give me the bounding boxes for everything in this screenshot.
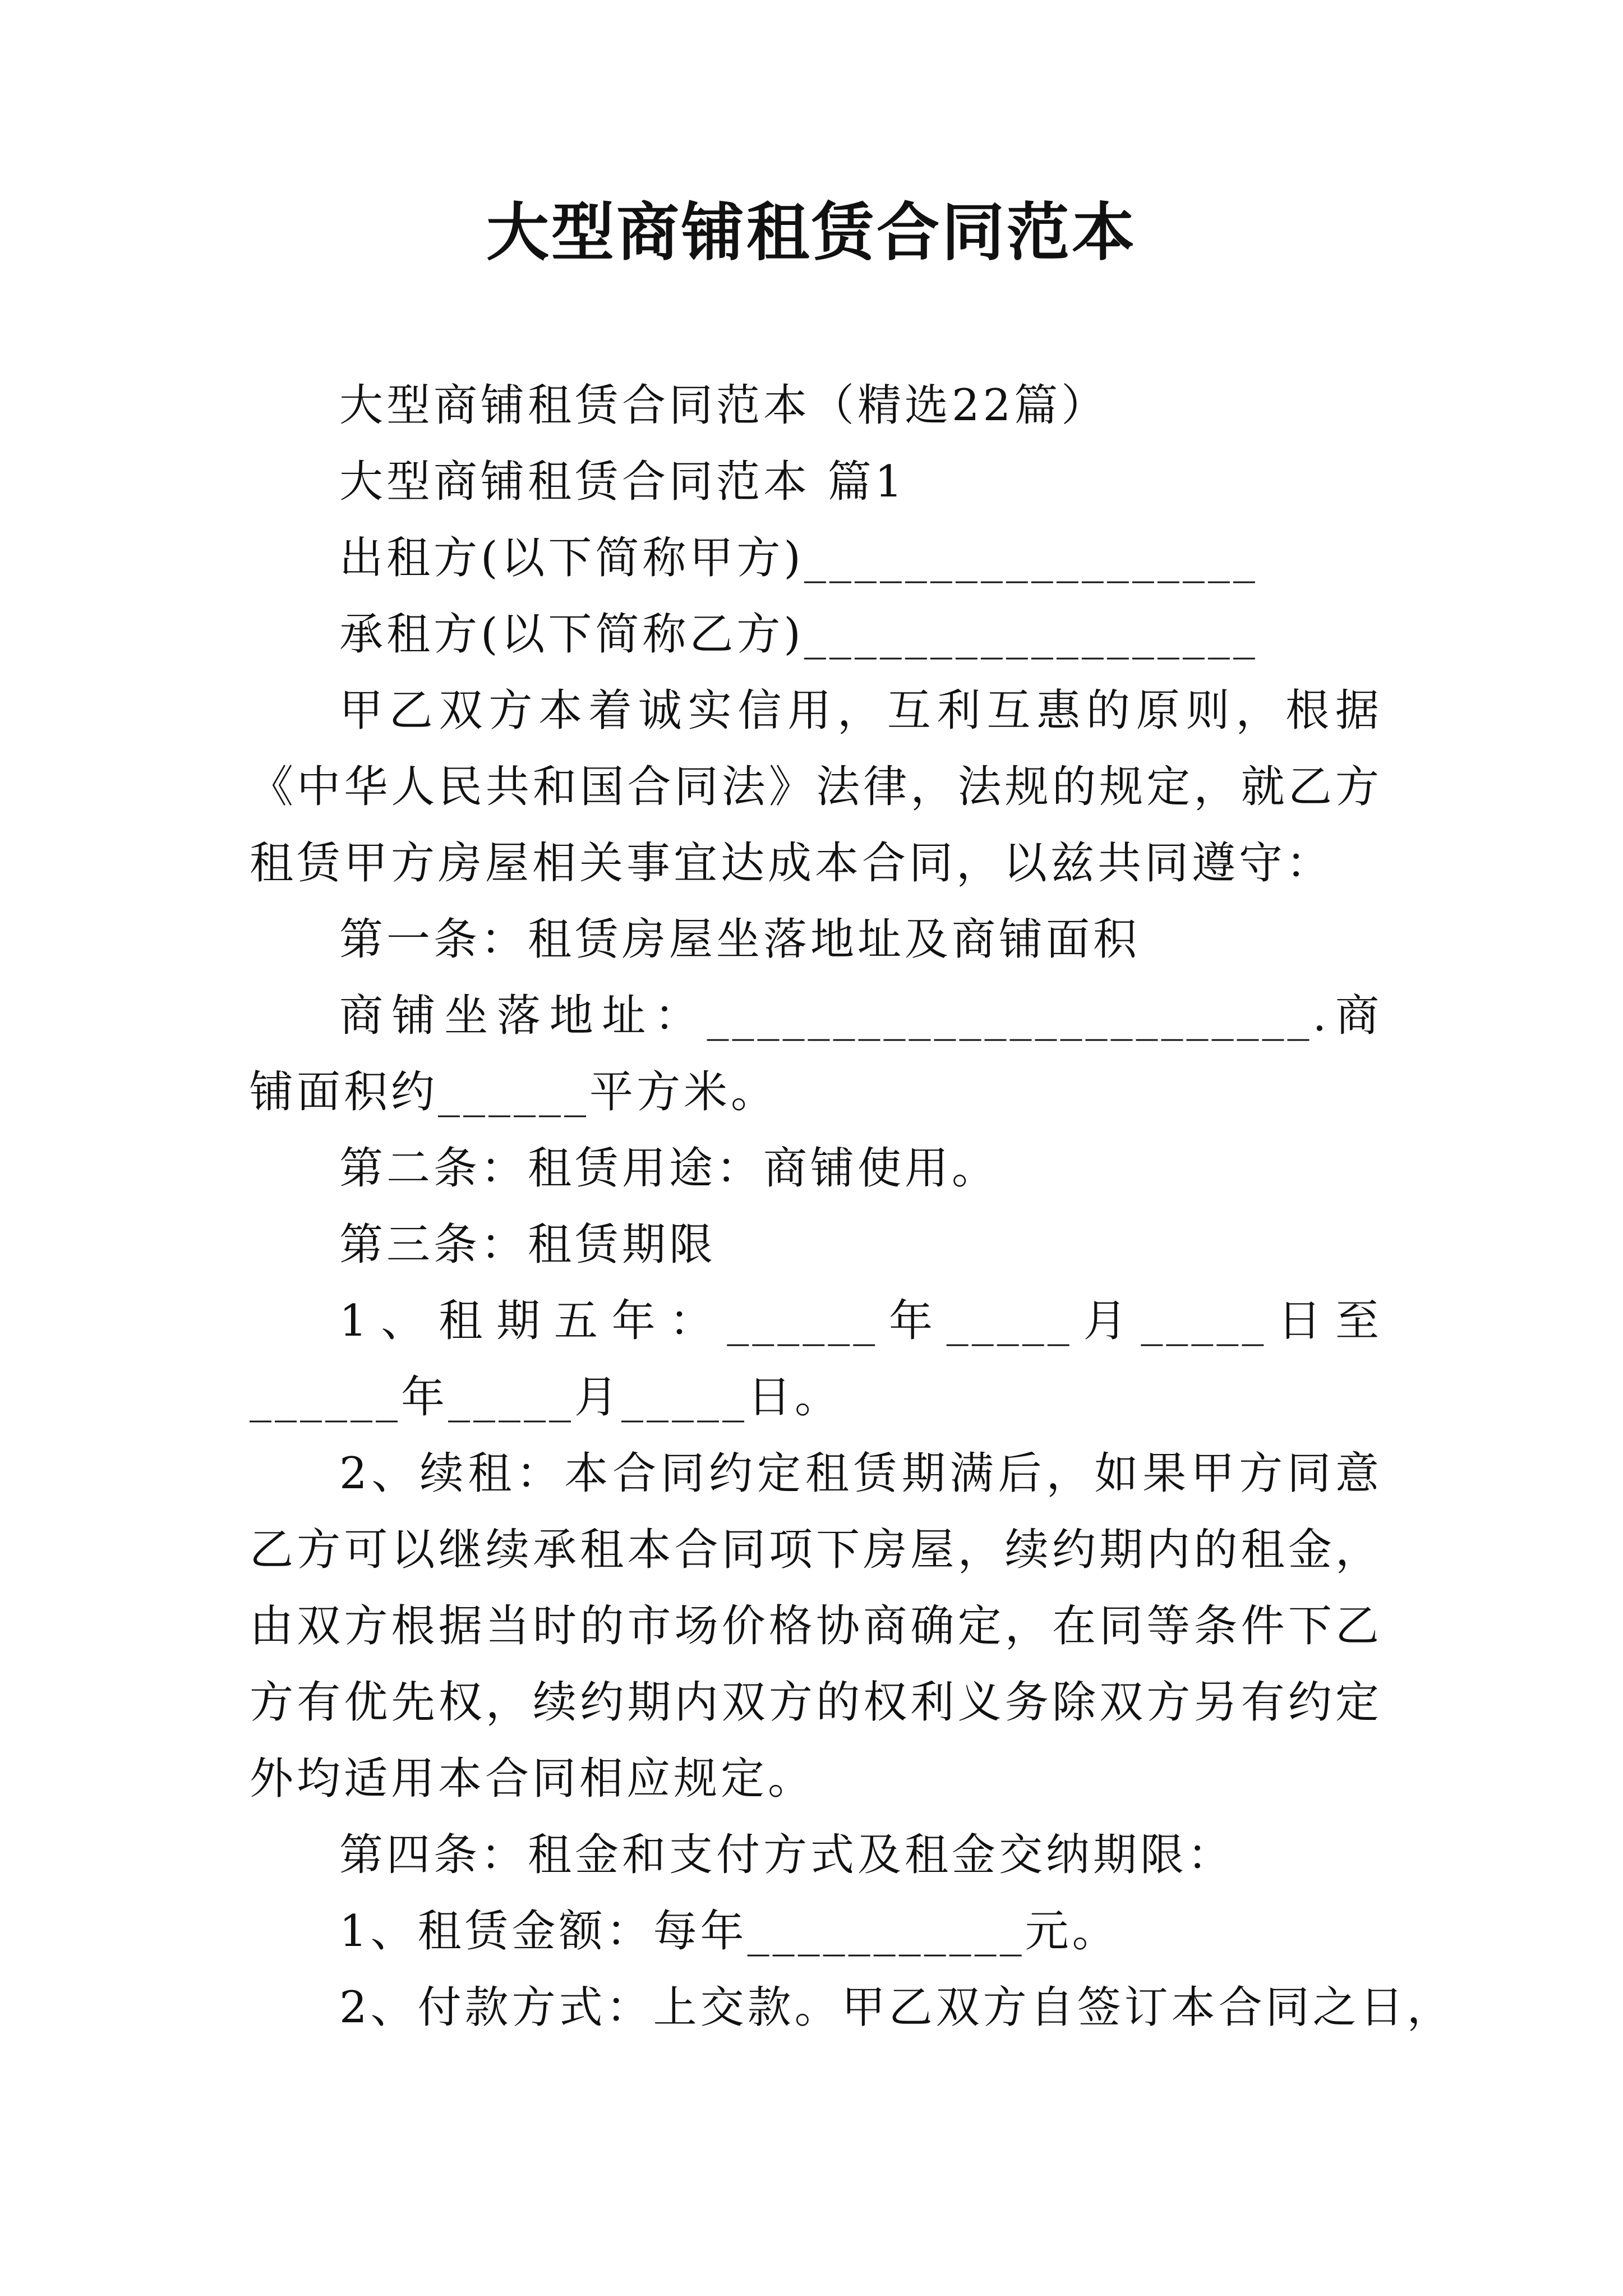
article-3-heading: 第三条：租赁期限 bbox=[339, 1220, 717, 1270]
payment-method-paragraph: 2、付款方式：上交款。甲乙双方自签订本合同之日， bbox=[339, 1982, 1454, 2033]
document-body bbox=[250, 367, 1454, 2046]
section-heading: 大型商铺租赁合同范本 篇1 bbox=[339, 457, 906, 507]
document-title: 大型商铺租赁合同范本 bbox=[486, 196, 1137, 269]
subtitle-paragraph: 大型商铺租赁合同范本（精选22篇） bbox=[339, 380, 1109, 431]
lessor-field: 出租方(以下简称甲方)__________________ bbox=[339, 533, 1258, 583]
lessee-field: 承租方(以下简称乙方)__________________ bbox=[339, 609, 1258, 660]
article-4-heading: 第四条：租金和支付方式及租金交纳期限： bbox=[339, 1830, 1235, 1880]
lease-term-paragraph: 1、租期五年：______年_____月_____日至______年_____月_____日。 bbox=[250, 1296, 1382, 1423]
preamble-paragraph: 甲乙双方本着诚实信用，互利互惠的原则，根据《中华人民共和国合同法》法律，法规的规定，就乙方租赁甲方房屋相关事宜达成本合同，以兹共同遵守： bbox=[250, 685, 1382, 889]
article-1-heading: 第一条：租赁房屋坐落地址及商铺面积 bbox=[339, 914, 1141, 965]
rent-amount-paragraph: 1、租赁金额：每年___________元。 bbox=[339, 1906, 1119, 1957]
article-2-paragraph: 第二条：租赁用途：商铺使用。 bbox=[339, 1143, 999, 1194]
article-1-address-paragraph: 商铺坐落地址：________________________.商铺面积约______平方米。 bbox=[250, 991, 1382, 1117]
renewal-paragraph: 2、续租：本合同约定租赁期满后，如果甲方同意乙方可以继续承租本合同项下房屋，续约期内的租金，由双方根据当时的市场价格协商确定，在同等条件下乙方有优先权，续约期内双方的权利义务除双方另有约定外均适用本合同相应规定。 bbox=[250, 1448, 1382, 1804]
